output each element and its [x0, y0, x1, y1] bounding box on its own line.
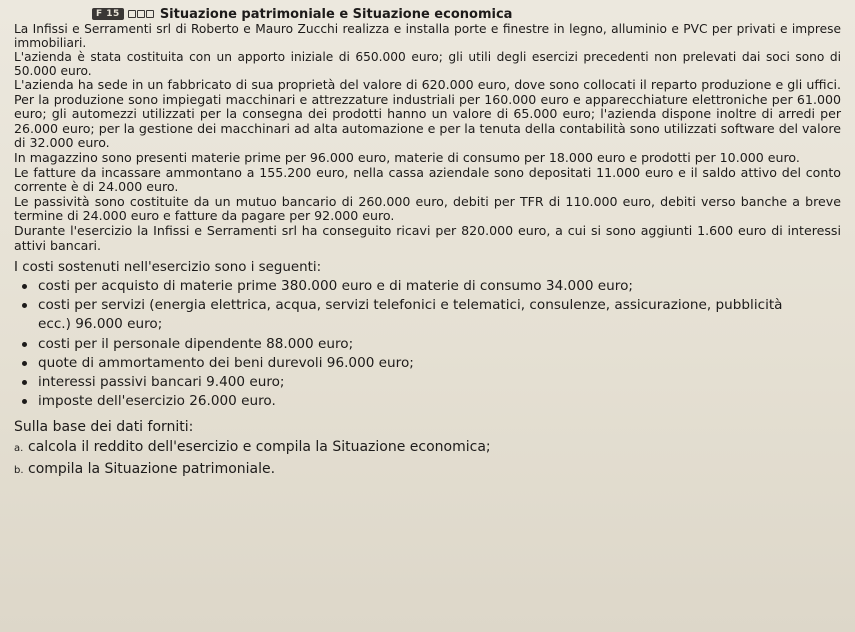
- list-item: costi per acquisto di materie prime 380.000 euro e di materie di consumo 34.000 euro;: [14, 277, 841, 296]
- exercise-badge: F 15: [92, 8, 124, 20]
- paragraph-assets: L'azienda ha sede in un fabbricato di sua proprietà del valore di 620.000 euro, dove sono collocati il reparto produzione e gli uffici. Per la produzione sono impiegati macchinari e attrezzature industriali per 160.000 euro e apparecchiature elettroniche per 61.000 euro; gli automezzi utilizzati per la consegna dei prodotti hanno un valore di 65.000 euro; l'azienda dispone inoltre di arredi per 26.000 euro; per la gestione dei macchinari ad alta automazione e per la tenuta della contabilità sono utilizzati software del valore di 32.000 euro.: [14, 77, 841, 151]
- list-item: interessi passivi bancari 9.400 euro;: [14, 373, 841, 392]
- list-item: costi per servizi (energia elettrica, acqua, servizi telefonici e telematici, consulenze, assicurazione, pubblicità: [14, 296, 841, 315]
- costs-list: [14, 277, 841, 315]
- list-item-continuation: ecc.) 96.000 euro;: [38, 316, 163, 333]
- exercise-header: [14, 6, 841, 22]
- paragraph-revenues: Durante l'esercizio la Infissi e Serramenti srl ha conseguito ricavi per 820.000 euro, a cui si sono aggiunti 1.600 euro di interessi attivi bancari.: [14, 222, 841, 253]
- costs-intro: I costi sostenuti nell'esercizio sono i seguenti:: [14, 260, 322, 276]
- instructions-intro: Sulla base dei dati forniti:: [14, 419, 194, 436]
- task-text: calcola il reddito dell'esercizio e compila la Situazione economica;: [28, 439, 491, 456]
- task-label: a.: [14, 443, 24, 455]
- task-b: [14, 459, 841, 481]
- exercise-title: Situazione patrimoniale e Situazione economica: [159, 6, 513, 22]
- list-item: imposte dell'esercizio 26.000 euro.: [14, 392, 841, 411]
- list-item: quote di ammortamento dei beni durevoli 96.000 euro;: [14, 354, 841, 373]
- paragraph-inventory: In magazzino sono presenti materie prime per 96.000 euro, materie di consumo per 18.000 euro e prodotti per 10.000 euro.: [14, 149, 800, 165]
- paragraph-receivables: Le fatture da incassare ammontano a 155.200 euro, nella cassa aziendale sono depositati 11.000 euro e il saldo attivo del conto corrente è di 24.000 euro.: [14, 164, 841, 195]
- task-text: compila la Situazione patrimoniale.: [28, 461, 276, 478]
- list-item: costi per il personale dipendente 88.000 euro;: [14, 335, 841, 354]
- task-label: b.: [14, 465, 24, 477]
- paragraph-company: La Infissi e Serramenti srl di Roberto e Mauro Zucchi realizza e installa porte e finestre in legno, alluminio e PVC per privati e imprese immobiliari.: [14, 22, 841, 50]
- task-a: [14, 437, 841, 459]
- paragraph-liabilities: Le passività sono costituite da un mutuo bancario di 260.000 euro, debiti per TFR di 110.000 euro, debiti verso banche a breve termine di 24.000 euro e fatture da pagare per 92.000 euro.: [14, 193, 841, 224]
- difficulty-squares-icon: [128, 10, 154, 18]
- paragraph-capital: L'azienda è stata costituita con un apporto iniziale di 650.000 euro; gli utili degli esercizi precedenti non prelevati dai soci sono di 50.000 euro.: [14, 50, 841, 78]
- costs-list-continued: [14, 335, 841, 411]
